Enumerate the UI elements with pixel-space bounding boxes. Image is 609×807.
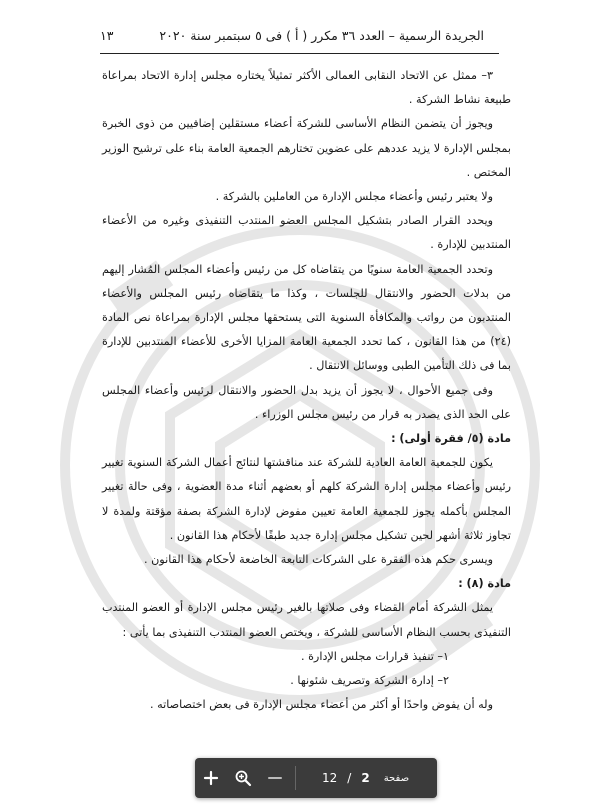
body-paragraph: وتحدد الجمعية العامة سنويًا من يتقاضاه كل من رئيس وأعضاء المجلس المُشار إليهم من بدلات الحضور والانتقال للجلسات ، وكذا ما يتقاضاه رئيس المجلس والأعضاء المنتدبون من رواتب والمكافأة السنوية التى يستحقها مجلس الإدارة بمراعاة نص المادة (٢٤) من هذا القانون ، كما تحدد الجمعية العامة المزايا الأخرى للأعضاء المنتدبين للإدارة بما فى ذلك التأمين الطبى ووسائل الانتقال . — [102, 262, 511, 373]
plus-icon — [203, 770, 219, 786]
header-divider — [100, 53, 499, 54]
article-8-intro: يمثل الشركة أمام القضاء وفى صلاتها بالغير رئيس مجلس الإدارة أو العضو المنتدب التنفيذى بحسب النظام الأساسى للشركة ، ويختص العضو المنتدب التنفيذى بما يأتى : — [102, 601, 511, 639]
article-8-list-item: ١– تنفيذ قرارات مجلس الإدارة . — [300, 649, 449, 663]
page-label: صفحة — [383, 772, 410, 784]
article-8-list-item: ٢– إدارة الشركة وتصريف شئونها . — [290, 674, 449, 688]
body-paragraph: وفى جميع الأحوال ، لا يجوز أن يزيد بدل الحضور والانتقال لرئيس وأعضاء المجلس على الحد الذى يصدر به قرار من رئيس مجلس الوزراء . — [102, 383, 511, 421]
zoom-button[interactable] — [227, 762, 259, 794]
toolbar-divider — [295, 766, 296, 790]
zoom-in-button[interactable] — [195, 762, 227, 794]
article-8-heading: مادة (٨) : — [458, 577, 511, 591]
article-5-paragraph: يكون للجمعية العامة العادية للشركة عند مناقشتها لنتائج أعمال الشركة السنوية تغيير رئيس وأعضاء مجلس إدارة الشركة كلهم أو بعضهم أثناء مدة العضوية ، وفى حالة تغيير المجلس بأكمله يجوز للجمعية العامة تعيين مفوض لإدارة الشركة بصفة مؤقتة ولمدة لا تجاوز ثلاثة أشهر لحين تشكيل مجلس إدارة جديد طبقًا لأحكام هذا القانون . — [102, 456, 511, 542]
document-body — [102, 64, 511, 717]
page-header — [100, 28, 484, 43]
page-header-title: الجريدة الرسمية – العدد ٣٦ مكرر ( أ ) فى ٥ سبتمبر سنة ٢٠٢٠ — [159, 28, 484, 43]
zoom-out-button[interactable] — [259, 762, 291, 794]
body-paragraph: ٣– ممثل عن الاتحاد النقابى العمالى الأكثر تمثيلاً يختاره مجلس إدارة الاتحاد بمراعاة طبيعة نشاط الشركة . — [102, 69, 511, 107]
pdf-viewer-toolbar — [195, 758, 437, 798]
page-header-number: ١٣ — [100, 28, 114, 43]
total-pages: 12 — [322, 771, 338, 785]
article-5-heading: مادة (٥/ فقرة أولى) : — [391, 432, 511, 446]
article-8-closing: وله أن يفوض واحدًا أو أكثر من أعضاء مجلس الإدارة فى بعض اختصاصاته . — [149, 698, 493, 712]
article-5-paragraph: ويسرى حكم هذه الفقرة على الشركات التابعة الخاضعة لأحكام هذا القانون . — [143, 553, 493, 567]
body-paragraph: ويجوز أن يتضمن النظام الأساسى للشركة أعضاء مستقلين إضافيين من ذوى الخبرة بمجلس الإدارة لا يزيد عددهم على عضوين تختارهم الجمعية العامة بناء على ترشيح الوزير المختص . — [102, 117, 511, 179]
page-indicator — [322, 771, 370, 785]
body-paragraph: ويحدد القرار الصادر بتشكيل المجلس العضو المنتدب التنفيذى وغيره من الأعضاء المنتدبين للإدارة . — [102, 214, 511, 252]
current-page-input[interactable]: 2 — [361, 771, 370, 785]
body-paragraph: ولا يعتبر رئيس وأعضاء مجلس الإدارة من العاملين بالشركة . — [215, 190, 493, 204]
magnifier-plus-icon — [234, 769, 252, 787]
page-separator: / — [347, 771, 352, 785]
minus-icon — [267, 770, 283, 786]
